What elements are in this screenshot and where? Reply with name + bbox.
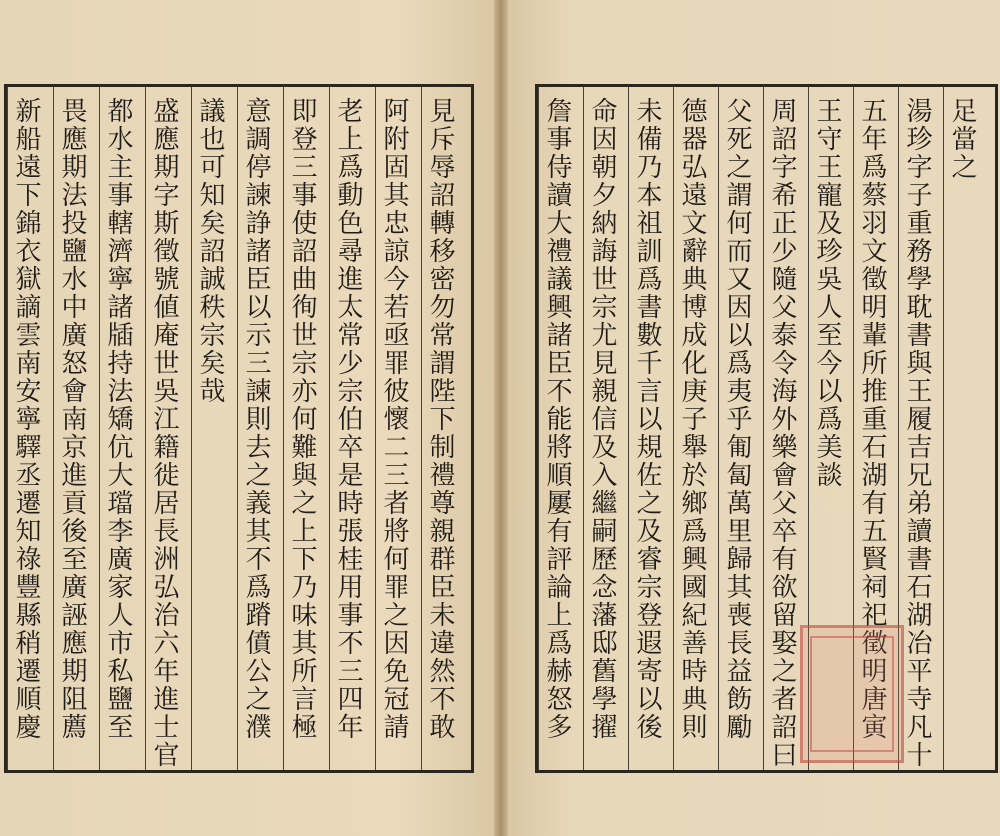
text-column: 湯珍字子重務學耽書與王履吉兄弟讀書石湖冶平寺凡十 (898, 87, 935, 770)
left-text-frame (4, 84, 474, 773)
text-column: 五年爲蔡羽文徵明輩所推重石湖有五賢祠祀徵明唐寅 (853, 87, 890, 770)
right-text-frame (535, 84, 998, 773)
text-column: 周詔字希正少隨父泰令海外樂會父卒有欲留娶之者詔曰 (763, 87, 800, 770)
text-column: 新船遠下錦衣獄謫雲南安寧驛丞遷知祿豐縣稍遷順慶 (7, 87, 44, 770)
text-column: 足當之 (943, 87, 980, 770)
red-collector-seal (800, 625, 904, 763)
text-column: 畏應期法投鹽水中廣怒會南京進貢後至廣誣應期阻薦 (53, 87, 90, 770)
text-column: 即登三事使詔曲徇世宗亦何難與之上下乃味其所言極 (283, 87, 320, 770)
text-column: 見斥辱詔轉移密勿常謂陛下制禮尊親群臣未違然不敢 (421, 87, 458, 770)
text-column: 阿附固其忠諒今若亟罪彼懷二三者將何罪之因免冠請 (375, 87, 412, 770)
text-column: 盛應期字斯徵號値庵世吳江籍徙居長洲弘治六年進士官 (145, 87, 182, 770)
text-column: 父死之謂何而又因以爲夷乎匍匐萬里歸其喪長益飭勵 (718, 87, 755, 770)
text-column: 意調停諫諍諸臣以示三諫則去之義其不爲蹐僨公之濮 (237, 87, 274, 770)
text-column: 德器弘遠文辭典博成化庚子舉於鄉爲興國紀善時典則 (673, 87, 710, 770)
text-column: 議也可知矣詔誠秩宗矣哉 (191, 87, 228, 770)
text-column: 未備乃本祖訓爲書數千言以規佐之及睿宗登遐寄以後 (628, 87, 665, 770)
text-column: 王守王寵及珍吳人至今以爲美談 (808, 87, 845, 770)
text-column: 詹事侍讀大禮議興諸臣不能將順屢有評論上爲赫怒多 (538, 87, 575, 770)
text-column: 都水主事轄濟寧諸牐持法矯伉大璫李廣家人市私鹽至 (99, 87, 136, 770)
seal-inner-border (810, 636, 894, 752)
book-gutter (494, 0, 508, 836)
text-column: 命因朝夕納誨世宗尤見親信及入繼嗣歷念藩邸舊學擢 (583, 87, 620, 770)
text-column: 老上爲動色尋進太常少宗伯卒是時張桂用事不三四年 (329, 87, 366, 770)
